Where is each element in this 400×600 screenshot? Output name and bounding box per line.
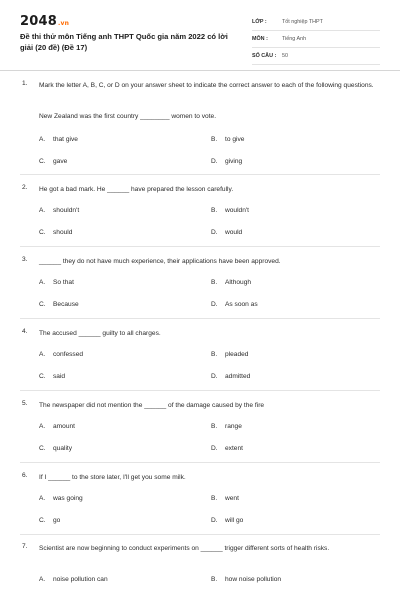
option-text: As soon as — [225, 301, 258, 308]
option-text: Because — [53, 301, 79, 308]
option-letter: D. — [211, 229, 218, 236]
option-letter: C. — [39, 373, 46, 380]
option-letter: D. — [211, 517, 218, 524]
exam-title: Đề thi thử môn Tiếng anh THPT Quốc gia năm 2022 có lời giải (20 đề) (Đề 17) — [20, 32, 228, 52]
question-text: The newspaper did not mention the ______ of the damage caused by the fire — [39, 402, 265, 409]
question-number: 5. — [22, 400, 28, 407]
option-a[interactable] — [39, 136, 78, 143]
option-text: gave — [53, 158, 68, 165]
option-a[interactable] — [39, 495, 83, 502]
option-letter: A. — [39, 351, 46, 358]
meta-value: Tiếng Anh — [282, 36, 307, 42]
option-text: to give — [225, 136, 245, 143]
question-text: ______ they do not have much experience, their applications have been approved. — [39, 258, 281, 265]
option-b[interactable] — [211, 495, 239, 502]
option-text: should — [53, 229, 73, 236]
option-letter: C. — [39, 158, 46, 165]
meta-row-grade — [252, 14, 380, 31]
option-d[interactable] — [211, 229, 242, 236]
question-text: He got a bad mark. He ______ have prepared the lesson carefully. — [39, 186, 234, 193]
option-c[interactable] — [39, 229, 72, 236]
option-c[interactable] — [39, 445, 72, 452]
option-text: confessed — [53, 351, 84, 358]
option-d[interactable] — [211, 373, 250, 380]
question-divider — [20, 534, 380, 535]
option-letter: A. — [39, 279, 46, 286]
question-number: 6. — [22, 472, 28, 479]
question-number: 7. — [22, 543, 28, 550]
option-a[interactable] — [39, 423, 75, 430]
question-divider — [20, 390, 380, 391]
option-text: was going — [53, 495, 83, 502]
question-number: 4. — [22, 328, 28, 335]
option-b[interactable] — [211, 136, 244, 143]
site-logo[interactable] — [20, 14, 69, 29]
option-text: range — [225, 423, 242, 430]
option-b[interactable] — [211, 576, 281, 583]
option-a[interactable] — [39, 279, 74, 286]
option-c[interactable] — [39, 373, 65, 380]
option-text: shouldn't — [53, 207, 80, 214]
option-text: quality — [53, 445, 73, 452]
header-divider — [0, 70, 400, 71]
question-text: Scientist are now beginning to conduct experiments on ______ trigger different sorts of health risks. — [39, 545, 330, 552]
question-text: If I ______ to the store later, I'll get you some milk. — [39, 474, 186, 481]
option-letter: B. — [211, 136, 218, 143]
meta-key: MÔN : — [252, 36, 268, 42]
option-text: pleaded — [225, 351, 249, 358]
option-b[interactable] — [211, 279, 251, 286]
option-letter: A. — [39, 576, 46, 583]
option-d[interactable] — [211, 517, 243, 524]
option-text: admitted — [225, 373, 251, 380]
option-letter: B. — [211, 207, 218, 214]
question-sentence: New Zealand was the first country ________ women to vote. — [39, 113, 217, 120]
option-letter: C. — [39, 517, 46, 524]
option-text: will go — [225, 517, 244, 524]
option-letter: A. — [39, 495, 46, 502]
option-text: extent — [225, 445, 243, 452]
meta-value: Tốt nghiệp THPT — [282, 19, 323, 25]
question-number: 1. — [22, 80, 28, 87]
option-text: noise pollution can — [53, 576, 108, 583]
option-letter: D. — [211, 158, 218, 165]
page-header — [0, 0, 400, 66]
option-letter: C. — [39, 229, 46, 236]
option-a[interactable] — [39, 207, 79, 214]
option-c[interactable] — [39, 301, 79, 308]
option-a[interactable] — [39, 351, 83, 358]
option-letter: C. — [39, 301, 46, 308]
option-letter: B. — [211, 495, 218, 502]
option-letter: A. — [39, 423, 46, 430]
option-letter: C. — [39, 445, 46, 452]
meta-row-count — [252, 48, 380, 65]
option-letter: B. — [211, 576, 218, 583]
option-c[interactable] — [39, 517, 60, 524]
option-text: amount — [53, 423, 75, 430]
option-letter: A. — [39, 207, 46, 214]
option-text: went — [225, 495, 239, 502]
question-text: The accused ______ guilty to all charges. — [39, 330, 161, 337]
option-text: wouldn't — [225, 207, 249, 214]
question-divider — [20, 174, 380, 175]
question-divider — [20, 246, 380, 247]
option-a[interactable] — [39, 576, 108, 583]
option-letter: B. — [211, 279, 218, 286]
question-divider — [20, 318, 380, 319]
option-d[interactable] — [211, 158, 242, 165]
option-letter: D. — [211, 373, 218, 380]
option-text: that give — [53, 136, 78, 143]
option-letter: B. — [211, 423, 218, 430]
option-text: would — [225, 229, 243, 236]
option-b[interactable] — [211, 351, 248, 358]
option-b[interactable] — [211, 207, 249, 214]
meta-key: LỚP : — [252, 19, 267, 25]
meta-value: 50 — [282, 53, 288, 59]
meta-key: SỐ CÂU : — [252, 53, 277, 59]
meta-row-subject — [252, 31, 380, 48]
option-b[interactable] — [211, 423, 242, 430]
option-letter: B. — [211, 351, 218, 358]
option-text: Although — [225, 279, 252, 286]
option-letter: D. — [211, 301, 218, 308]
exam-meta — [252, 14, 380, 65]
question-number: 2. — [22, 184, 28, 191]
question-text: Mark the letter A, B, C, or D on your answer sheet to indicate the correct answer to each of the following questions. — [39, 82, 374, 89]
option-letter: D. — [211, 445, 218, 452]
option-c[interactable] — [39, 158, 67, 165]
option-text: said — [53, 373, 66, 380]
option-text: how noise pollution — [225, 576, 282, 583]
option-text: giving — [225, 158, 243, 165]
question-divider — [20, 462, 380, 463]
option-text: So that — [53, 279, 74, 286]
option-d[interactable] — [211, 445, 243, 452]
option-text: go — [53, 517, 61, 524]
option-d[interactable] — [211, 301, 258, 308]
option-letter: A. — [39, 136, 46, 143]
question-number: 3. — [22, 256, 28, 263]
logo-text: 2048 — [20, 14, 57, 29]
logo-suffix: .vn — [57, 20, 70, 27]
